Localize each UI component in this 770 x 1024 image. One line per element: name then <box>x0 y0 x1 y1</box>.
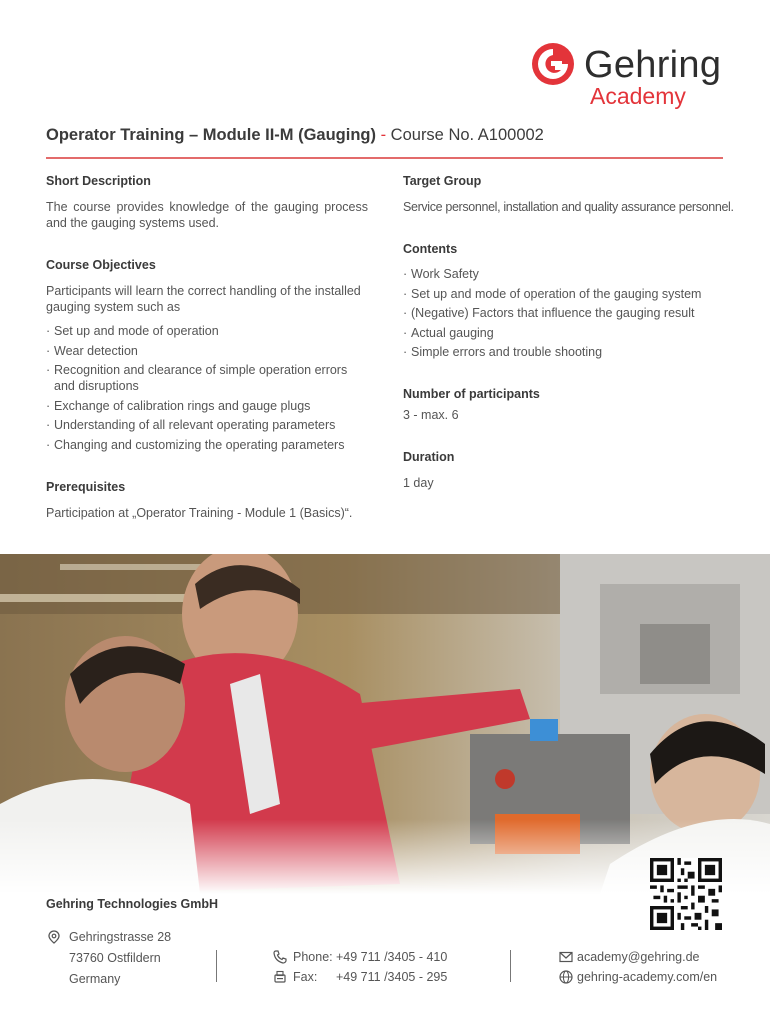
title-divider <box>46 157 723 159</box>
phone-icon <box>273 950 287 964</box>
duration-heading: Duration <box>403 450 455 464</box>
short-description-heading: Short Description <box>46 174 151 188</box>
list-item: · Exchange of calibration rings and gauge plugs <box>46 398 371 414</box>
course-objectives-intro: Participants will learn the correct handling of the installed gauging system such as <box>46 284 361 314</box>
globe-icon <box>559 970 573 984</box>
company-name: Gehring Technologies GmbH <box>46 897 219 911</box>
contents-list <box>403 266 733 360</box>
title-separator: - <box>376 126 391 144</box>
address-city: 73760 Ostfildern <box>69 951 161 965</box>
list-item: · Understanding of all relevant operating parameters <box>46 417 371 433</box>
list-item: · Actual gauging <box>403 325 733 341</box>
duration-text: 1 day <box>403 476 434 490</box>
address-street: Gehringstrasse 28 <box>69 930 172 944</box>
prerequisites-heading: Prerequisites <box>46 480 126 494</box>
list-item: · Changing and customizing the operating parameters <box>46 437 371 453</box>
phone-label: Phone: <box>293 950 333 964</box>
course-number: Course No. A100002 <box>390 126 544 144</box>
list-item: · Set up and mode of operation <box>46 323 371 339</box>
logo-subtitle: Academy <box>590 83 686 109</box>
list-item: · Set up and mode of operation of the gauging system <box>403 286 733 302</box>
title-main: Operator Training – Module II-M (Gauging) <box>46 126 376 144</box>
qr-code-icon <box>650 858 722 930</box>
list-item: · Wear detection <box>46 343 371 359</box>
footer-divider <box>510 950 511 982</box>
fax-number: +49 711 /3405 - 295 <box>336 970 448 984</box>
page-title <box>46 124 544 146</box>
address-country: Germany <box>69 972 121 986</box>
list-item: · Work Safety <box>403 266 733 282</box>
target-group-heading: Target Group <box>403 174 482 188</box>
contents-heading: Contents <box>403 242 458 256</box>
course-objectives-list <box>46 323 371 453</box>
fax-icon <box>273 970 287 984</box>
location-pin-icon <box>47 930 61 944</box>
list-item: · Simple errors and trouble shooting <box>403 344 733 360</box>
target-group-text: Service personnel, installation and quality assurance personnel. <box>403 200 734 214</box>
footer-divider <box>216 950 217 982</box>
mail-icon <box>559 950 573 964</box>
short-description-text: The course provides knowledge of the gauging process and the gauging systems used. <box>46 200 368 230</box>
list-item: · Recognition and clearance of simple operation errors and disruptions <box>46 362 371 394</box>
website-link[interactable]: gehring-academy.com/en <box>577 970 718 984</box>
logo-name: Gehring <box>584 44 722 86</box>
gehring-logo-icon <box>531 42 575 86</box>
prerequisites-text: Participation at „Operator Training - Module 1 (Basics)“. <box>46 506 353 520</box>
participants-heading: Number of participants <box>403 387 540 401</box>
phone-number[interactable]: +49 711 /3405 - 410 <box>336 950 448 964</box>
fax-label: Fax: <box>293 970 318 984</box>
course-objectives-heading: Course Objectives <box>46 258 156 272</box>
list-item: · (Negative) Factors that influence the gauging result <box>403 305 733 321</box>
participants-text: 3 - max. 6 <box>403 408 459 422</box>
email-link[interactable]: academy@gehring.de <box>577 950 700 964</box>
training-photo <box>0 554 770 894</box>
